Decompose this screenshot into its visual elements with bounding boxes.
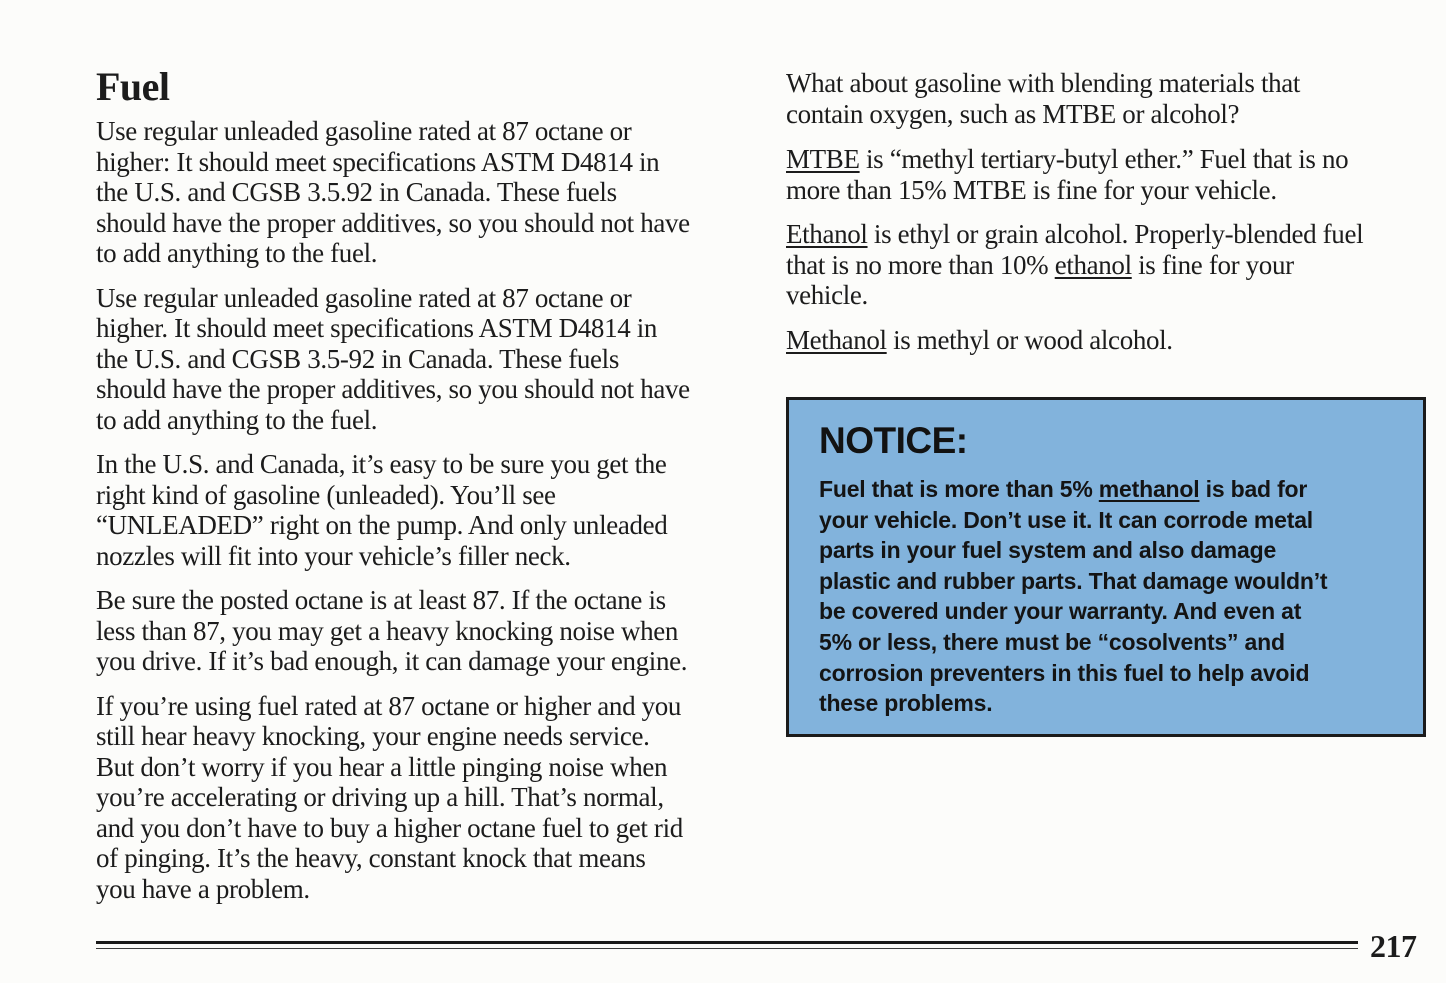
notice-title: NOTICE: xyxy=(819,420,968,461)
footer-rule-thick-line xyxy=(96,941,1358,944)
ethanol-term-inline: ethanol xyxy=(1054,249,1132,280)
footer-rule xyxy=(96,938,1358,952)
paragraph-octane-rating: Use regular unleaded gasoline rated at 87 octane or higher: It should meet specifications ASTM D4814 in the U.S. and CGSB 3.5.92 in Canada. These fuels should have the proper additives, so you should not have to add anything to the fuel. xyxy=(96,116,690,268)
notice-body-end: is bad for your vehicle. Don’t use it. It can corrode metal parts in your fuel system and also damage plastic and rubber parts. That damage wouldn’t be covered under your warranty. And even at 5% or less, there must be “cosolvents” and corrosion preventers in this fuel to help avoid these problems. xyxy=(819,476,1328,717)
mtbe-definition: is “methyl tertiary-butyl ether.” Fuel that is no more than 15% MTBE is fine for your vehicle. xyxy=(786,144,1349,205)
methanol-definition: is methyl or wood alcohol. xyxy=(886,324,1173,355)
left-column xyxy=(96,62,744,918)
paragraph-methanol xyxy=(786,325,1426,356)
paragraph-knocking: If you’re using fuel rated at 87 octane or higher and you still hear heavy knocking, your engine needs service. But don’t worry if you hear a little pinging noise when you’re accelerating or driving up a hill. That’s normal, and you don’t have to buy a higher octane fuel to get rid of pinging. It’s the heavy, constant knock that means you have a problem. xyxy=(96,690,683,904)
page-title: Fuel xyxy=(96,64,170,109)
paragraph-posted-octane: Be sure the posted octane is at least 87. If the octane is less than 87, you may get a heavy knocking noise when you drive. If it’s bad enough, it can damage your engine. xyxy=(96,585,688,676)
ethanol-definition-end: is fine for your vehicle. xyxy=(786,249,1294,310)
methanol-term: Methanol xyxy=(786,324,887,355)
mtbe-term: MTBE xyxy=(786,144,860,174)
notice-box xyxy=(786,397,1426,737)
notice-methanol-term: methanol xyxy=(1098,476,1200,502)
ethanol-definition: is ethyl or grain alcohol. Properly-blended fuel that is no more than 10% xyxy=(786,219,1364,280)
paragraph-blending-question: What about gasoline with blending materials that contain oxygen, such as MTBE or alcohol? xyxy=(786,68,1301,129)
footer-rule-thin-line xyxy=(96,948,1358,949)
notice-body-start: Fuel that is more than 5% xyxy=(819,476,1099,502)
notice-body xyxy=(819,474,1409,719)
paragraph-mtbe xyxy=(786,144,1426,205)
paragraph-octane-rating-repeat: Use regular unleaded gasoline rated at 87 octane or higher. It should meet specifications ASTM D4814 in the U.S. and CGSB 3.5-92 in Canada. These fuels should have the proper additives, so you should not have to add anything to the fuel. xyxy=(96,282,690,435)
page-number: 217 xyxy=(1370,928,1417,964)
ethanol-term: Ethanol xyxy=(786,219,868,249)
right-column xyxy=(786,68,1426,369)
paragraph-ethanol xyxy=(786,219,1426,311)
paragraph-unleaded-pump: In the U.S. and Canada, it’s easy to be sure you get the right kind of gasoline (unleaded). You’ll see “UNLEADED” right on the pump. And only unleaded nozzles will fit into your vehicle’s filler neck. xyxy=(96,449,668,571)
